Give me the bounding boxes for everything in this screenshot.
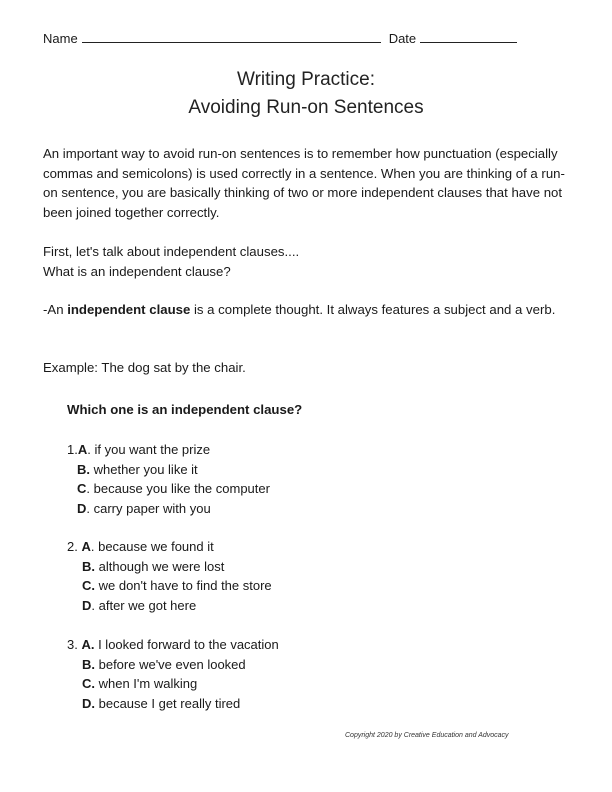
question-number: 3. bbox=[67, 637, 82, 652]
option-3a[interactable] bbox=[67, 635, 279, 655]
option-text: because we found it bbox=[94, 539, 214, 554]
option-text: because you like the computer bbox=[90, 481, 270, 497]
option-3c[interactable] bbox=[67, 674, 279, 694]
option-separator: . bbox=[86, 481, 91, 497]
option-letter: D bbox=[77, 500, 87, 516]
definition-term: independent clause bbox=[67, 302, 191, 317]
option-letter: C. bbox=[82, 578, 95, 594]
question-number: 1. bbox=[67, 442, 78, 457]
option-text: if you want the prize bbox=[90, 442, 211, 457]
option-letter: D bbox=[82, 597, 92, 613]
option-text: we don't have to find the store bbox=[95, 578, 272, 594]
option-letter: D. bbox=[82, 695, 95, 711]
option-2c[interactable] bbox=[67, 576, 272, 596]
definition-suffix: is a complete thought. It always features a subject and a verb. bbox=[190, 302, 556, 317]
option-2b[interactable] bbox=[67, 557, 272, 577]
option-1d[interactable] bbox=[67, 499, 270, 519]
date-blank[interactable] bbox=[420, 30, 517, 43]
option-separator: . bbox=[90, 539, 95, 554]
option-text: although we were lost bbox=[95, 558, 225, 574]
option-letter: A bbox=[81, 539, 91, 554]
option-3d[interactable] bbox=[67, 694, 279, 714]
title-line-2: Avoiding Run-on Sentences bbox=[188, 97, 424, 118]
option-letter: B. bbox=[82, 558, 95, 574]
option-separator: . bbox=[91, 597, 96, 613]
option-1b[interactable] bbox=[67, 460, 270, 480]
question-1 bbox=[67, 440, 270, 518]
option-3b[interactable] bbox=[67, 655, 279, 675]
lead-in-line-2: What is an independent clause? bbox=[43, 263, 231, 279]
example-sentence: Example: The dog sat by the chair. bbox=[43, 360, 246, 375]
copyright-notice: Copyright 2020 by Creative Education and Advocacy bbox=[345, 732, 509, 739]
option-1a[interactable] bbox=[67, 440, 270, 460]
option-letter: C bbox=[77, 481, 87, 497]
date-label: Date bbox=[388, 31, 417, 46]
lead-in-paragraph bbox=[43, 242, 573, 281]
header-line bbox=[43, 30, 517, 46]
option-letter: A bbox=[77, 442, 88, 457]
definition-paragraph bbox=[43, 300, 573, 320]
option-text: after we got here bbox=[95, 597, 197, 613]
option-2d[interactable] bbox=[67, 596, 272, 616]
option-text: when I'm walking bbox=[95, 676, 198, 692]
option-letter: A. bbox=[81, 637, 95, 652]
option-letter: C. bbox=[82, 676, 95, 692]
option-separator: . bbox=[87, 442, 91, 457]
option-text: carry paper with you bbox=[90, 500, 211, 516]
question-2 bbox=[67, 537, 272, 615]
definition-prefix: -An bbox=[43, 302, 68, 317]
option-2a[interactable] bbox=[67, 537, 272, 557]
option-1c[interactable] bbox=[67, 479, 270, 499]
option-text: whether you like it bbox=[90, 461, 198, 477]
option-separator: . bbox=[86, 500, 91, 516]
option-text: before we've even looked bbox=[95, 656, 246, 672]
option-letter: B. bbox=[82, 656, 95, 672]
option-text: I looked forward to the vacation bbox=[94, 637, 279, 652]
name-blank[interactable] bbox=[82, 30, 381, 43]
option-text: because I get really tired bbox=[95, 695, 241, 711]
name-label: Name bbox=[43, 31, 78, 46]
intro-paragraph: An important way to avoid run-on sentences is to remember how punctuation (especially commas and semicolons) is used correctly in a sentence. When you are thinking of a run-on sentence, you are basically thinking of two or more independent clauses that have not been joined together correctly. bbox=[43, 146, 565, 220]
question-number: 2. bbox=[67, 539, 82, 554]
title-line-1: Writing Practice: bbox=[237, 69, 375, 90]
page-title bbox=[0, 66, 612, 122]
lead-in-line-1: First, let's talk about independent clauses.... bbox=[43, 244, 300, 259]
question-3 bbox=[67, 635, 279, 713]
quiz-heading: Which one is an independent clause? bbox=[67, 402, 303, 417]
option-letter: B. bbox=[77, 461, 90, 477]
